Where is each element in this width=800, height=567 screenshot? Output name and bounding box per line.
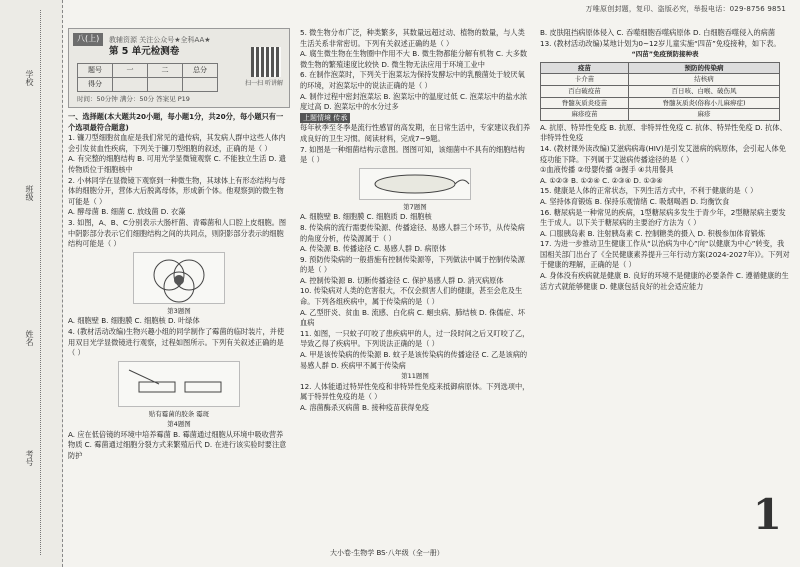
question-1: 1. 镰刀型细胞贫血症是我们常见的遗传病，其发病人群中这些人体内会引发贫血性疾病，下列关于镰刀型细胞的叙述，正确的是（ ） <box>68 133 286 153</box>
figure-3-caption: 第3题图 <box>167 306 191 315</box>
question-14-items: ①血液传播 ②母婴传播 ③握手 ④共用餐具 <box>540 165 674 175</box>
question-12: 12. 人体能通过特异性免疫和非特异性免疫来抵御病原体。下列选项中，属于特异性免疫的是（ ） <box>300 381 530 402</box>
score-header: 一 <box>113 64 148 78</box>
question-6: 6. 在制作泡菜时，下列关于泡菜坛为保持发酵坛中的乳酸菌处于较厌氧的环境，对泡菜坛中的说法正确的是（ ） <box>300 70 525 90</box>
bacterium-drawing <box>360 169 470 199</box>
question-13: 13. (教材活动改编)某地计划为0~12岁儿童实施“四苗”免疫接种，如下表。 <box>540 38 781 48</box>
score-cell <box>183 78 218 92</box>
question-16: 16. 糖尿病是一种常见的疾病，1型糖尿病多发生于青少年，2型糖尿病主要发生于成人。以下关于糖尿病的主要治疗方法为（ ） <box>540 207 786 228</box>
column-1 <box>68 28 290 462</box>
question-14-options: A. ①②③ B. ①②④ C. ②③④ D. ①③④ <box>540 175 663 185</box>
table-cell: 麻疹 <box>629 109 780 121</box>
question-7-options: A. 细胞壁 B. 细胞膜 C. 细胞质 D. 细胞核 <box>300 212 432 222</box>
figure-3-venn <box>133 252 225 304</box>
reading-tag: 上题情境 传承 <box>300 113 350 124</box>
question-2-options: A. 酵母菌 B. 细菌 C. 放线菌 D. 衣藻 <box>68 207 186 217</box>
question-5-options: A. 腐生微生物在生物圈中作用不大 B. 微生物都能分解有机物 C. 大多数微生物的繁殖速度比较快 D. 微生物无法应用于环境工业中 <box>300 49 528 69</box>
score-table <box>77 63 218 92</box>
section-heading: 一、选择题(本大题共20小题，每小题1分，共20分，每小题只有一个选项最符合题意) <box>68 112 284 132</box>
copyright-notice: 万唯原创封题，复印、盗版必究，举报电话：029-8756 9851 <box>585 5 786 13</box>
table-header: 疫苗 <box>541 62 629 74</box>
score-header: 题号 <box>78 64 113 78</box>
question-10: 10. 传染病对人类的危害很大，不仅会损害人们的健康，甚至会危及生命。下列各组疾病中，属于传染病的是（ ） <box>300 286 523 307</box>
column-2 <box>300 28 530 414</box>
figure-4-microscope <box>118 361 240 407</box>
table-cell: 百日咳、白喉、破伤风 <box>629 85 780 97</box>
question-15: 15. 健康是人体的正常状态，下列生活方式中，不利于健康的是（ ） <box>540 186 758 196</box>
slide-diagram <box>119 362 239 406</box>
question-8-options: A. 传染源 B. 传播途径 C. 易感人群 D. 病原体 <box>300 244 447 254</box>
binding-margin <box>0 0 63 567</box>
question-17-options: A. 身体没有疾病就是健康 B. 良好的环境不是健康的必要条件 C. 遵循健康的生活方式就能够健康 D. 健康包括良好的社会适应能力 <box>540 271 789 291</box>
name-label: 姓名 <box>25 330 34 346</box>
table-cell: 脊髓灰质炎疫苗 <box>541 97 629 109</box>
figure-7-caption: 第7题图 <box>403 202 427 211</box>
vaccine-table <box>540 62 780 121</box>
question-4-options: A. 应在低倍镜的环境中培养霉菌 B. 霉菌通过细胞从环境中吸收营养物质 C. 霉菌通过细胞分裂方式来繁殖后代 D. 在进行该实验时要注意防护 <box>68 429 287 461</box>
school-label: 学校 <box>25 70 34 86</box>
table-row <box>541 109 780 121</box>
question-13-options: A. 抗原、特异性免疫 B. 抗原、非特异性免疫 C. 抗体、特异性免疫 D. 抗体、非特异性免疫 <box>540 122 787 143</box>
question-7: 7. 如图是一种细菌结构示意图。图图可知，该细菌中不具有的细胞结构是（ ） <box>300 144 525 165</box>
title-box <box>68 28 290 108</box>
question-3: 3. 如图，A、B、C分别表示大肠杆菌、青霉菌和人口腔上皮细胞。图中阴影部分表示它们细胞结构之间的共同点，则阴影部分表示的细胞结构可能是（ ） <box>68 217 287 249</box>
table-cell: 麻疹疫苗 <box>541 109 629 121</box>
question-1-options: A. 有完整的细胞结构 B. 可用光学显微镜观察 C. 不能独立生活 D. 遗传物质位于细胞核中 <box>68 154 286 174</box>
score-header: 二 <box>148 64 183 78</box>
table-row <box>541 85 780 97</box>
class-label: 班级 <box>25 185 34 201</box>
question-11: 11. 如图，一只蚊子叮咬了患疾病甲的人，过一段时间之后又叮咬了乙，导致乙得了疾病甲。下列说法正确的是（ ） <box>300 328 530 349</box>
question-2: 2. 小林同学在显微镜下观察到一种微生物，其球体上有形态结构与母体的细胞分开，营体大后脱离母体，形成新个体。他观察到的微生物可能是（ ） <box>68 175 286 206</box>
score-row-label: 得分 <box>78 78 113 92</box>
watermark: 教辅资源 关注公众号★全科AA★ <box>109 36 211 44</box>
question-10-options: A. 乙型肝炎、贫血 B. 流感、白化病 C. 蛔虫病、肺结核 D. 侏儒症、坏血病 <box>300 307 526 328</box>
question-12-options: A. 溶菌酶杀灭病菌 B. 接种疫苗获得免疫 <box>300 403 429 412</box>
question-14: 14. (教材课外读改编)艾滋病病毒(HIV)是引发艾滋病的病原体，会引起人体免疫功能下降。下列属于艾滋病传播途径的是（ ） <box>540 143 786 164</box>
exam-number-label: 考号 <box>25 450 34 466</box>
page-number: 1 <box>752 490 782 539</box>
figure-7-bacterium <box>359 168 471 200</box>
venn-diagram <box>134 253 224 303</box>
qr-code[interactable] <box>251 47 281 77</box>
question-17: 17. 为进一步推动卫生健康工作从“以治病为中心”向“以健康为中心”转变，我国相关部门出台了《全民健康素养提升三年行动方案(2024-2027年)》。下列对于健康的理解，正确的是（ ） <box>540 239 790 270</box>
figure-4-label: 贴有霉菌的胶条 霉斑 <box>148 409 210 418</box>
question-15-options: A. 坚持体育锻炼 B. 保持乐观情绪 C. 吸烟喝酒 D. 均衡饮食 <box>540 196 730 206</box>
figure-11-caption: 第11题图 <box>401 372 429 381</box>
score-cell <box>113 78 148 92</box>
score-cell <box>148 78 183 92</box>
score-header: 总分 <box>183 64 218 78</box>
table-row <box>541 97 780 109</box>
reading-passage: 每年秋季至冬季是流行性感冒的高发期，在日常生活中，专家建议我们养成良好的卫生习惯。阅读材料，完成7~9题。 <box>300 123 531 143</box>
footer: 大小卷·生物学 BS·八年级（全一册） <box>330 549 444 557</box>
qr-caption: 扫一扫 听讲解 <box>245 80 283 87</box>
column-3 <box>540 28 790 292</box>
table-row <box>541 74 780 86</box>
exam-title: 第 5 单元检测卷 <box>109 46 180 57</box>
grade-tag: 八(上) <box>73 33 103 46</box>
question-5: 5. 微生物分布广泛，种类繁多，其数量远超过动、植物的数量，与人类生活关系非常密切。下列有关叙述正确的是（ ） <box>300 28 525 48</box>
table-header: 预防的传染病 <box>629 62 780 74</box>
table-cell: 卡介苗 <box>541 74 629 86</box>
exam-time: 时间：50分钟 满分：50分 答案见 P19 <box>77 95 190 103</box>
question-16-options: A. 口服胰岛素 B. 注射胰岛素 C. 控制糖类的摄入 D. 积极参加体育锻炼 <box>540 228 766 238</box>
question-4: 4. (教材活动改编)生物兴趣小组的同学制作了霉菌的临时装片，并使用双目光学显微镜进行观察，过程如图所示。下列有关叙述正确的是（ ） <box>68 326 285 358</box>
table-cell: 结核病 <box>629 74 780 86</box>
table-cell: 脊髓灰质炎(俗称小儿麻痹症) <box>629 97 780 109</box>
question-12-continued: B. 皮肤阻挡病原体侵入 C. 吞噬细胞吞噬病原体 D. 白细胞吞噬侵入的病菌 <box>540 28 776 37</box>
question-9-options: A. 控制传染源 B. 切断传播途径 C. 保护易感人群 D. 消灭病原体 <box>300 275 504 285</box>
table-cell: 百白破疫苗 <box>541 85 629 97</box>
figure-4-caption: 第4题图 <box>167 420 191 429</box>
cut-line <box>40 10 41 555</box>
question-8: 8. 传染病的流行需要传染源、传播途径、易感人群三个环节，从传染病的角度分析，传染源属于（ ） <box>300 222 525 243</box>
vaccine-table-title: “四苗”免疫预防接种表 <box>631 50 699 59</box>
question-9: 9. 预防传染病的一般措施有控制传染源等，下列做法中属于控制传染源的是（ ） <box>300 254 525 275</box>
question-3-options: A. 细胞壁 B. 细胞膜 C. 细胞核 D. 叶绿体 <box>68 316 200 326</box>
question-11-options: A. 甲是该传染病的传染源 B. 蚊子是该传染病的传播途径 C. 乙是该病的易感人群 D. 疾病甲不属于传染病 <box>300 350 528 370</box>
question-6-options: A. 制作过程中密封泡菜坛 B. 泡菜坛中的温度过低 C. 泡菜坛中的盐水浓度过高 D. 泡菜坛中的水分过多 <box>300 91 528 112</box>
